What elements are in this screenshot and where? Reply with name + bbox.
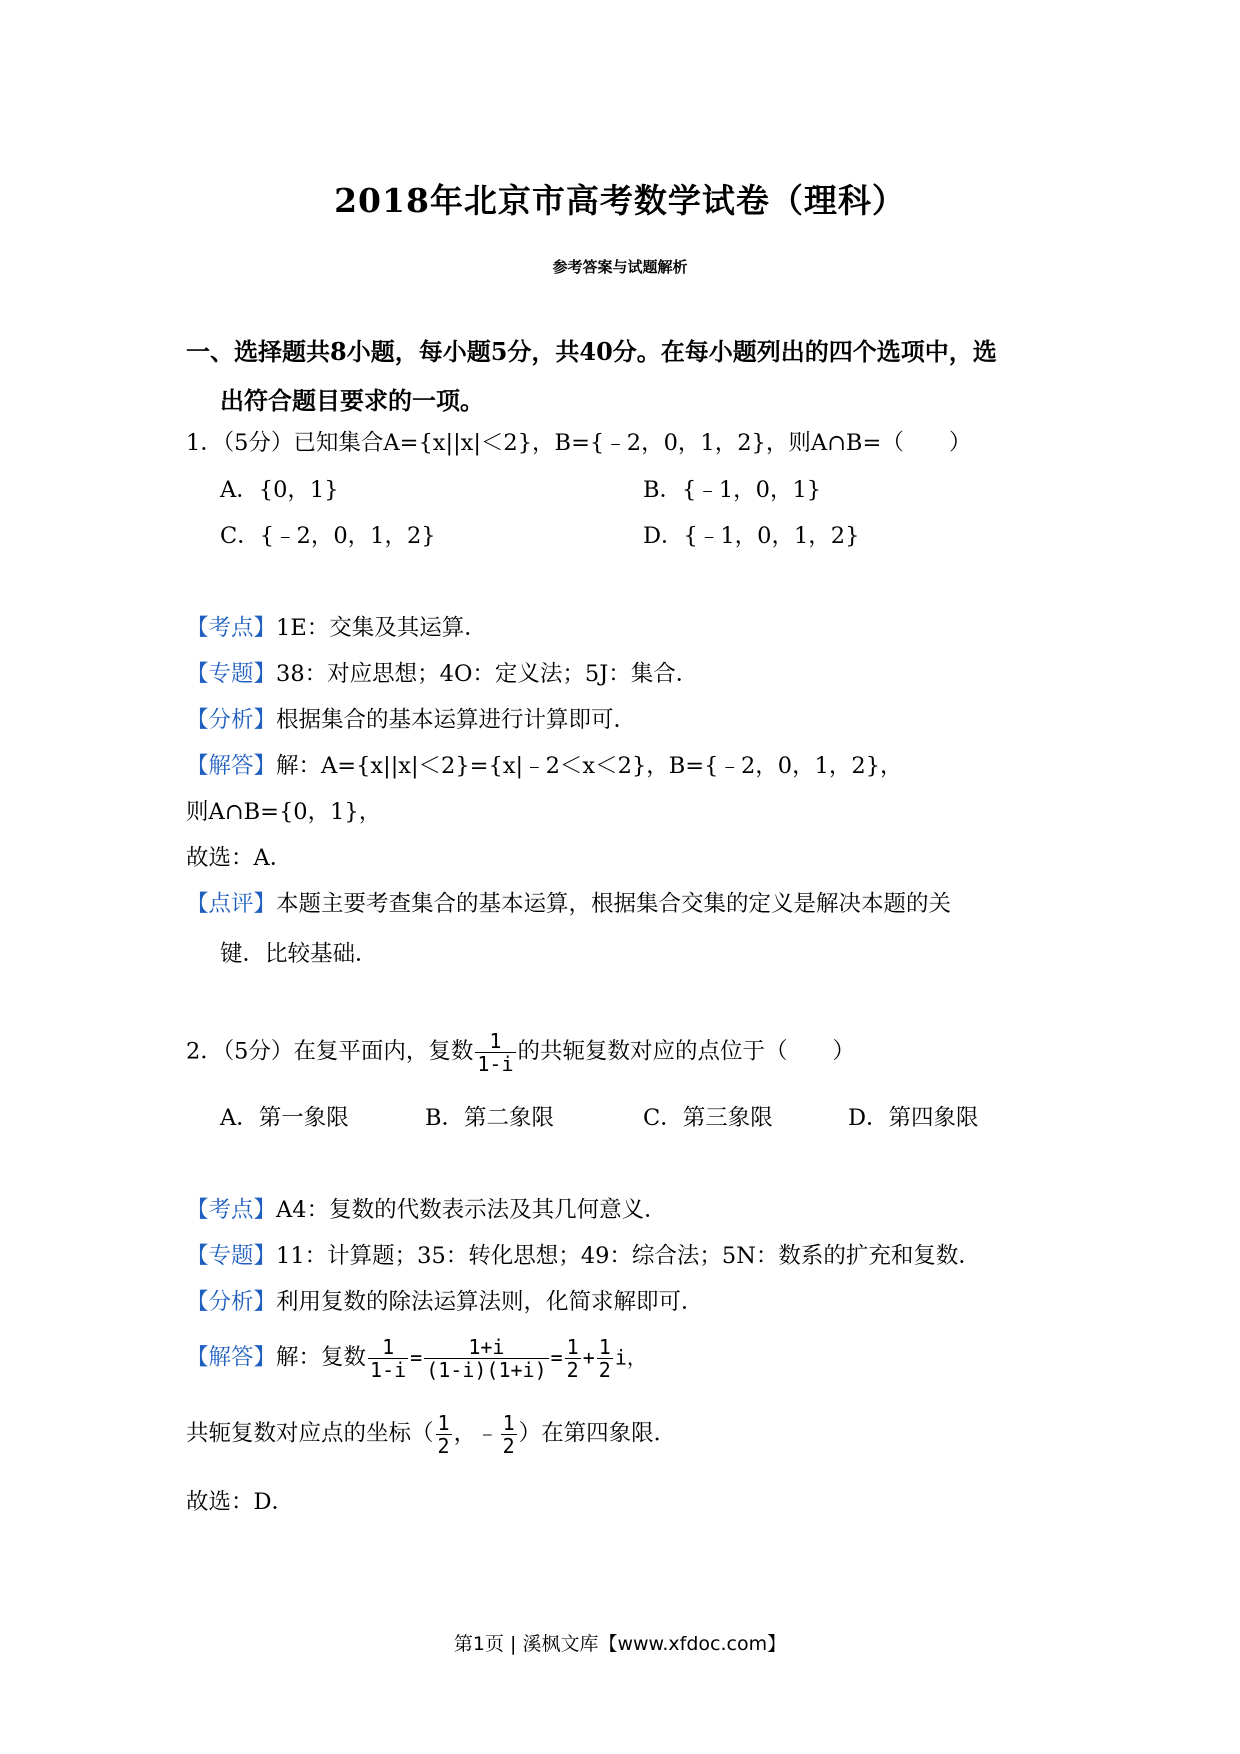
q2-kaodian [186, 1192, 667, 1224]
q2-equals-2: = [550, 1345, 563, 1370]
q2-coordinate-line [186, 1412, 676, 1457]
section-heading-line1: 一、选择题共8小题，每小题5分，共40分。在每小题列出的四个选项中，选 [186, 337, 997, 366]
q1-jieda-tag: 【解答】 [186, 753, 277, 779]
q2-zhuanti [186, 1238, 981, 1270]
q1-fenxi-text: 根据集合的基本运算进行计算即可． [276, 707, 637, 733]
q2-coord-fraction-1 [436, 1412, 452, 1457]
q1-zhuanti-tag: 【专题】 [186, 661, 277, 687]
q2-jieda-prefix: 解：复数 [276, 1344, 367, 1371]
q2-equals-1: = [410, 1345, 423, 1370]
q1-option-d: D．{﹣1，0，1，2} [643, 523, 860, 549]
section-heading-line2: 出符合题目要求的一项。 [220, 386, 484, 415]
q2-stem-after: 的共轭复数对应的点位于（ ） [517, 1038, 856, 1065]
q1-dianping-text: 本题主要考查集合的基本运算，根据集合交集的定义是解决本题的关 [276, 891, 952, 917]
q2-fraction-2 [424, 1336, 548, 1381]
q2-plus: + [582, 1345, 595, 1370]
q2-jieda-suffix: i， [614, 1345, 647, 1370]
q2-fraction-3 [565, 1336, 581, 1381]
q2-f3-den: 2 [566, 1358, 579, 1382]
q2-fraction-4 [597, 1336, 613, 1381]
q2-zhuanti-tag: 【专题】 [186, 1243, 277, 1269]
q2-c2-num: 1 [502, 1411, 515, 1435]
page-footer: 第1页 | 溪枫文库【www.xfdoc.com】 [453, 1633, 787, 1655]
q2-coord-fraction-2 [501, 1412, 517, 1457]
q2-stem-before: 2．（5分）在复平面内，复数 [186, 1038, 474, 1065]
q1-option-a: A．{0，1} [220, 477, 339, 503]
q2-option-d: D．第四象限 [848, 1105, 979, 1131]
question-2-stem [186, 1030, 855, 1075]
page-subtitle: 参考答案与试题解析 [552, 258, 688, 276]
q2-fenxi [186, 1284, 704, 1316]
q1-jieda-text: 解：A={x||x|＜2}={x|﹣2＜x＜2}，B={﹣2，0，1，2}， [276, 753, 903, 779]
q1-fenxi-tag: 【分析】 [186, 707, 277, 733]
page-title: 2018年北京市高考数学试卷（理科） [334, 181, 906, 220]
q2-fenxi-tag: 【分析】 [186, 1289, 277, 1315]
q2-c1-num: 1 [437, 1411, 450, 1435]
q2-f1-num: 1 [368, 1336, 408, 1359]
q2-c2-den: 2 [502, 1434, 515, 1458]
q2-stem-frac-num: 1 [475, 1030, 515, 1053]
q2-coord-mid: ，﹣ [453, 1420, 499, 1447]
question-1-stem: 1．（5分）已知集合A={x||x|＜2}，B={﹣2，0，1，2}，则A∩B=（ ） [186, 430, 972, 456]
q2-jieda [186, 1336, 647, 1381]
q1-option-b: B．{﹣1，0，1} [643, 477, 822, 503]
q2-zhuanti-text: 11：计算题；35：转化思想；49：综合法；5N：数系的扩充和复数． [276, 1243, 981, 1269]
q2-jieda-tag: 【解答】 [186, 1344, 277, 1371]
q1-zhuanti-text: 38：对应思想；4O：定义法；5J：集合． [276, 661, 699, 687]
q2-kaodian-text: A4：复数的代数表示法及其几何意义． [276, 1197, 667, 1223]
q2-kaodian-tag: 【考点】 [186, 1197, 277, 1223]
q1-kaodian-text: 1E：交集及其运算． [276, 615, 487, 641]
q2-option-b: B．第二象限 [425, 1105, 555, 1131]
q2-f4-num: 1 [598, 1335, 611, 1359]
q2-c1-den: 2 [437, 1434, 450, 1458]
q1-fenxi [186, 702, 636, 734]
q2-fraction-1 [368, 1336, 408, 1381]
q1-jieda-line2: 则A∩B={0，1}， [186, 799, 382, 825]
q2-answer: 故选：D． [186, 1489, 295, 1515]
q1-dianping-tag: 【点评】 [186, 891, 277, 917]
q1-dianping-line2: 键．比较基础． [220, 941, 378, 967]
q2-f2-num: 1+i [424, 1336, 548, 1359]
q2-stem-frac-den: 1-i [477, 1052, 514, 1076]
q1-kaodian-tag: 【考点】 [186, 615, 277, 641]
q1-option-c: C．{﹣2，0，1，2} [220, 523, 436, 549]
q1-dianping [186, 886, 951, 918]
q2-stem-fraction [475, 1030, 515, 1075]
q2-f4-den: 2 [598, 1358, 611, 1382]
q2-option-c: C．第三象限 [643, 1105, 773, 1131]
q2-f2-den: (1-i)(1+i) [426, 1358, 547, 1382]
q1-jieda [186, 748, 903, 780]
q2-coord-prefix: 共轭复数对应点的坐标（ [186, 1420, 434, 1447]
q2-f1-den: 1-i [370, 1358, 407, 1382]
q1-answer: 故选：A． [186, 845, 293, 871]
q1-kaodian [186, 610, 487, 642]
q2-f3-num: 1 [566, 1335, 579, 1359]
q2-coord-suffix: ）在第四象限． [518, 1420, 677, 1447]
q1-zhuanti [186, 656, 698, 688]
q2-option-a: A．第一象限 [220, 1105, 349, 1131]
q2-fenxi-text: 利用复数的除法运算法则，化简求解即可． [276, 1289, 704, 1315]
